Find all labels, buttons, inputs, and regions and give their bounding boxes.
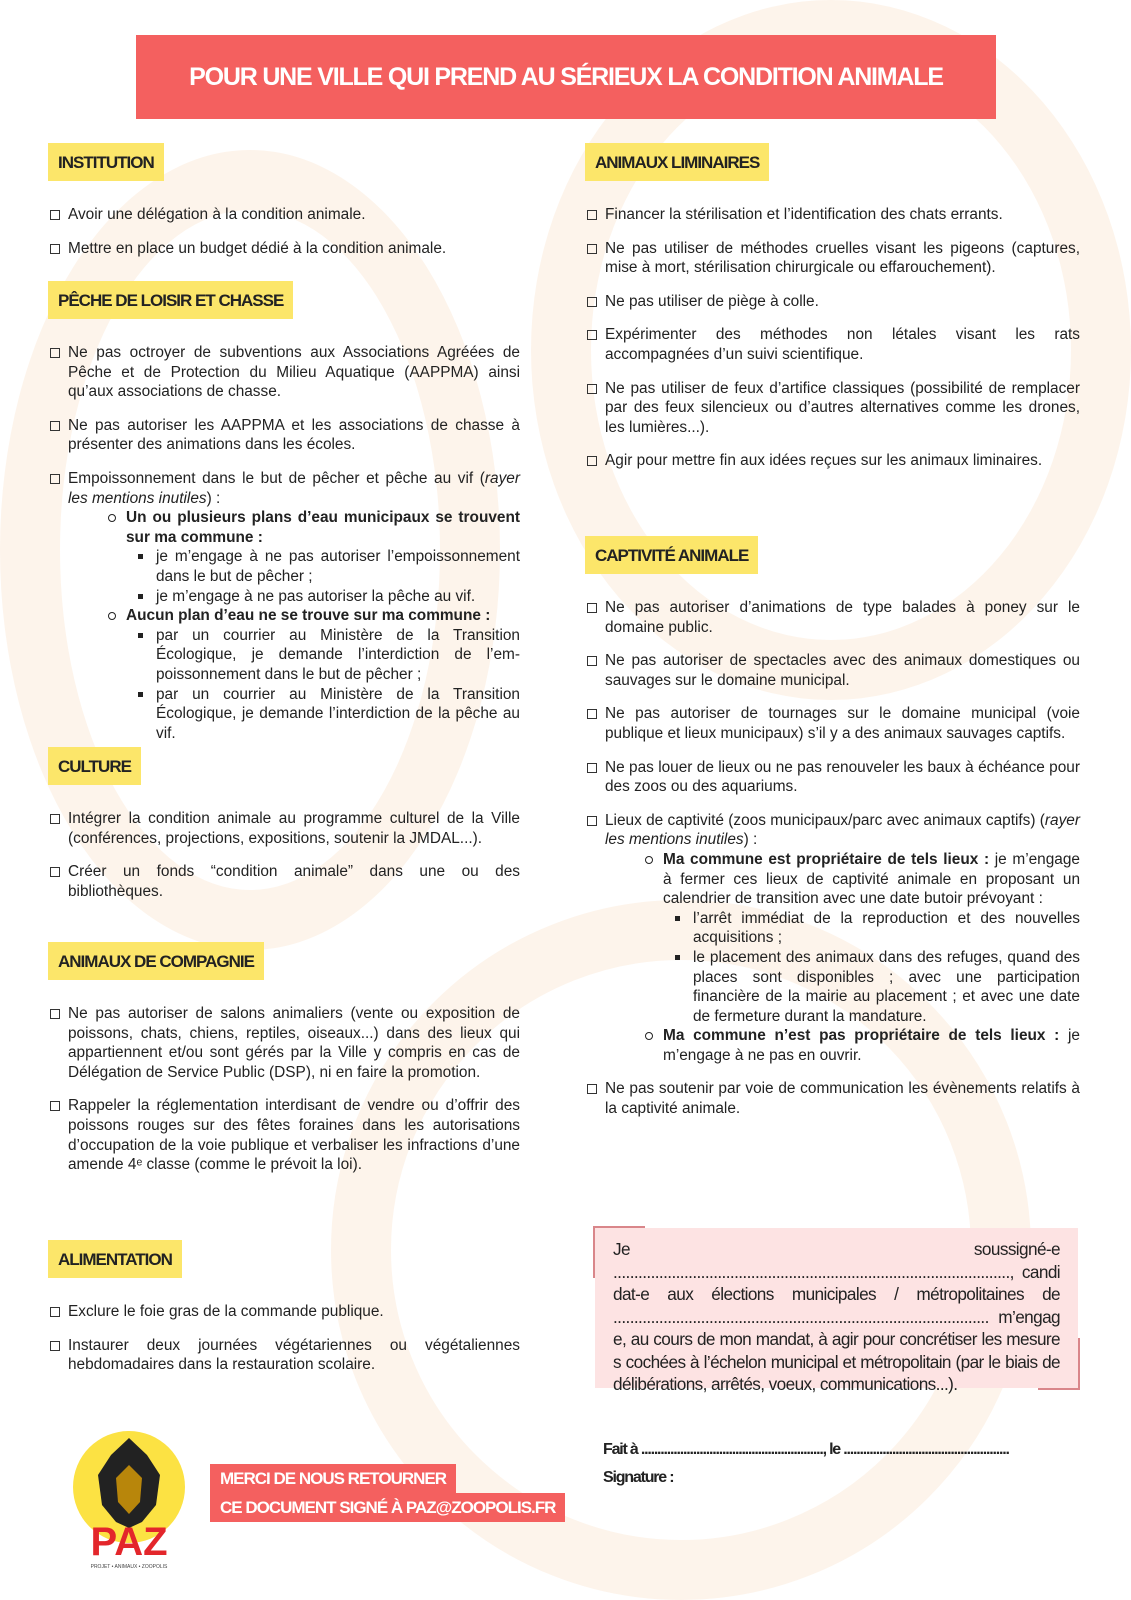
section-heading: ALIMENTATION bbox=[48, 1240, 182, 1278]
checkbox[interactable] bbox=[587, 384, 597, 394]
section-heading: PÊCHE DE LOISIR ET CHASSE bbox=[48, 281, 293, 319]
item-text: Empoissonnement dans le but de pêcher et pêche au vif ( bbox=[68, 469, 485, 487]
section-alimentation bbox=[48, 1240, 520, 1389]
option-text: je m’engage à ne pas en ouvrir. bbox=[663, 1027, 1080, 1064]
signature-label: Signature : bbox=[603, 1469, 674, 1486]
option bbox=[126, 508, 520, 606]
checklist-item bbox=[48, 416, 520, 455]
item-text: Ne pas utiliser de feux d’artifice classiques (possibilité de remplacer par des feux silencieux ou d’autres alternatives comme les drones, les lumières...). bbox=[605, 379, 1080, 436]
checklist-item bbox=[585, 1079, 1080, 1118]
checklist-item bbox=[48, 239, 520, 259]
item-text: Ne pas octroyer de subventions aux Associations Agréées de Pêche et de Protection du Milieu Aquatique (AAPPMA) ainsi qu’aux associations de chasse. bbox=[68, 344, 520, 401]
section-pêche-de-loisir-et-chasse bbox=[48, 281, 520, 757]
checklist-item bbox=[48, 1096, 520, 1174]
checkbox[interactable] bbox=[50, 867, 60, 877]
option-list bbox=[663, 850, 1080, 1066]
checklist-item bbox=[48, 1302, 520, 1322]
checkbox[interactable] bbox=[50, 1101, 60, 1111]
sub-item: je m’engage à ne pas autoriser la pêche au vif. bbox=[156, 587, 520, 607]
item-text: Créer un fonds “condition animale” dans une ou des bibliothèques. bbox=[68, 863, 520, 900]
checkbox[interactable] bbox=[50, 348, 60, 358]
item-text: Intégrer la condition animale au programme culturel de la Ville (conférences, projections, expositions, soutenir la JMDAL...). bbox=[68, 810, 520, 847]
item-text: Ne pas autoriser de salons animaliers (vente ou exposition de poissons, chats, chiens, reptiles, oiseaux...) dans des lieux qui appartiennent et/ou sont gérés par la Ville y compris en cas de Délégation de Service Public (DSP), ni en faire la promotion. bbox=[68, 1005, 520, 1081]
checkbox[interactable] bbox=[587, 330, 597, 340]
checkbox[interactable] bbox=[50, 244, 60, 254]
sub-list bbox=[156, 547, 520, 606]
checkbox[interactable] bbox=[587, 763, 597, 773]
checkbox[interactable] bbox=[50, 1009, 60, 1019]
section-institution bbox=[48, 143, 520, 272]
item-text-after: ) : bbox=[743, 831, 758, 849]
option-title: Aucun plan d’eau ne se trouve sur ma commune : bbox=[126, 607, 491, 625]
svg-text:PROJET • ANIMAUX • ZOOPOLIS: PROJET • ANIMAUX • ZOOPOLIS bbox=[90, 1564, 168, 1570]
item-text: Ne pas autoriser d’animations de type balades à poney sur le domaine public. bbox=[605, 599, 1080, 636]
sub-item: le placement des animaux dans des refuges, quand des places sont disponibles ; avec une participation financière de la mairie au placement ; et avec une date de fermeture durant la mandature. bbox=[693, 948, 1080, 1025]
section-culture bbox=[48, 747, 520, 915]
checklist-item bbox=[585, 325, 1080, 364]
checkbox[interactable] bbox=[587, 816, 597, 826]
item-text: Ne pas louer de lieux ou ne pas renouveler les baux à échéance pour des zoos ou des aquariums. bbox=[605, 758, 1080, 796]
sub-item: par un courrier au Ministère de la Transition Écologique, je demande l’interdiction de la pêche au vif. bbox=[156, 685, 520, 742]
option bbox=[126, 606, 520, 743]
pledge-box: Je soussigné-e ..............................................................................................., candidat-e aux élections municipales / métropolitaines de .......................................................................................... m’engage, au cours de mon mandat, à agir pour concrétiser les mesures cochées à l’échelon municipal et métropolitain (par le biais de délibérations, arrêtés, voeux, communications...). bbox=[595, 1228, 1078, 1388]
checkbox[interactable] bbox=[587, 210, 597, 220]
checkbox[interactable] bbox=[50, 814, 60, 824]
checklist-item bbox=[585, 651, 1080, 690]
checklist-item bbox=[48, 205, 520, 225]
item-text: Expérimenter des méthodes non létales visant les rats accompagnées d’un suivi scientifique. bbox=[605, 326, 1080, 363]
checklist-item bbox=[48, 343, 520, 402]
checklist-item bbox=[48, 862, 520, 901]
checklist-item bbox=[585, 811, 1080, 1066]
checkbox[interactable] bbox=[587, 656, 597, 666]
item-text: Financer la stérilisation et l’identification des chats errants. bbox=[605, 206, 1003, 223]
checkbox[interactable] bbox=[587, 297, 597, 307]
checklist-item bbox=[48, 1004, 520, 1082]
checklist-item bbox=[48, 809, 520, 848]
return-line-1: MERCI DE NOUS RETOURNER bbox=[210, 1464, 456, 1493]
sub-item: je m’engage à ne pas autoriser l’empoissonnement dans le but de pêcher ; bbox=[156, 548, 520, 585]
svg-text:PAZ: PAZ bbox=[90, 1520, 168, 1564]
section-heading: CULTURE bbox=[48, 747, 141, 785]
option-title: Ma commune est propriétaire de tels lieux : bbox=[663, 850, 990, 868]
item-text: Ne pas autoriser de spectacles avec des animaux domestiques ou sauvages sur le domaine municipal. bbox=[605, 652, 1080, 689]
item-text: Mettre en place un budget dédié à la condition animale. bbox=[68, 239, 447, 257]
checkbox[interactable] bbox=[50, 1307, 60, 1317]
section-animaux-liminaires bbox=[585, 143, 1080, 485]
section-heading: INSTITUTION bbox=[48, 143, 164, 181]
signature-block bbox=[603, 1436, 1073, 1492]
checkbox[interactable] bbox=[50, 210, 60, 220]
checkbox[interactable] bbox=[587, 244, 597, 254]
option-title: Ma commune n’est pas propriétaire de tels lieux : bbox=[663, 1027, 1060, 1045]
checkbox[interactable] bbox=[587, 603, 597, 613]
option bbox=[663, 1026, 1080, 1065]
item-text: Agir pour mettre fin aux idées reçues sur les animaux liminaires. bbox=[605, 452, 1043, 470]
item-text: Ne pas utiliser de méthodes cruelles visant les pigeons (captures, mise à mort, stérilisation chirurgicale ou effarouchement). bbox=[605, 239, 1080, 277]
item-text: Ne pas soutenir par voie de communication les évènements relatifs à la captivité animale. bbox=[605, 1080, 1080, 1118]
section-animaux-de-compagnie bbox=[48, 942, 520, 1189]
paz-lion-logo bbox=[72, 1430, 187, 1570]
checkbox[interactable] bbox=[50, 474, 60, 484]
option-title: Un ou plusieurs plans d’eau municipaux se trouvent sur ma commune : bbox=[126, 509, 520, 546]
page-title: POUR UNE VILLE QUI PREND AU SÉRIEUX LA CONDITION ANIMALE bbox=[136, 35, 996, 119]
item-text: Rappeler la réglementation interdisant de vendre ou d’offrir des poissons rouges sur des fêtes foraines dans les autorisations d’occupation de la voie publique et verbaliser les infractions d’une amende 4ᵉ classe (comme le prévoit la loi). bbox=[68, 1097, 520, 1174]
section-heading: CAPTIVITÉ ANIMALE bbox=[585, 536, 758, 574]
checklist-item bbox=[585, 758, 1080, 797]
section-captivité-animale bbox=[585, 536, 1080, 1133]
sub-item: par un courrier au Ministère de la Transition Écologique, je demande l’interdiction de l’empoissonnement dans le but de pêcher ; bbox=[156, 626, 520, 683]
item-text: Exclure le foie gras de la commande publique. bbox=[68, 1303, 384, 1320]
checkbox[interactable] bbox=[587, 1084, 597, 1094]
option-text: je m’engage à fermer ces lieux de captivité animale en proposant un calendrier de transition avec une date butoir prévoyant : bbox=[663, 850, 1080, 908]
section-heading: ANIMAUX DE COMPAGNIE bbox=[48, 942, 264, 980]
sub-item: l’arrêt immédiat de la reproduction et des nouvelles acquisitions ; bbox=[693, 909, 1080, 947]
item-text: Ne pas autoriser les AAPPMA et les associations de chasse à présenter des animations dans les écoles. bbox=[68, 416, 520, 454]
checklist-item bbox=[585, 451, 1080, 471]
checklist-item bbox=[585, 239, 1080, 278]
return-line-2[interactable]: CE DOCUMENT SIGNÉ À PAZ@ZOOPOLIS.FR bbox=[210, 1493, 565, 1522]
item-text: Instaurer deux journées végétariennes ou végétaliennes hebdomadaires dans la restauration scolaire. bbox=[68, 1336, 520, 1374]
sub-list bbox=[156, 626, 520, 744]
checklist-item bbox=[585, 704, 1080, 743]
item-text: Ne pas autoriser de tournages sur le domaine municipal (voie publique et lieux municipaux) s’il y a des animaux sauvages captifs. bbox=[605, 705, 1080, 742]
checklist-item bbox=[585, 598, 1080, 637]
checkbox[interactable] bbox=[587, 456, 597, 466]
option bbox=[663, 850, 1080, 1026]
place-date-line[interactable]: Fait à ........................................................, le ................................................... bbox=[603, 1441, 1009, 1458]
item-text: Avoir une délégation à la condition animale. bbox=[68, 206, 366, 223]
checkbox[interactable] bbox=[50, 421, 60, 431]
return-instructions bbox=[210, 1464, 565, 1522]
item-text-after: ) : bbox=[206, 489, 221, 507]
section-heading: ANIMAUX LIMINAIRES bbox=[585, 143, 769, 181]
checkbox[interactable] bbox=[50, 1341, 60, 1351]
checklist-item bbox=[48, 469, 520, 743]
checklist-item bbox=[585, 205, 1080, 225]
italic-note: rayer les mentions inutiles bbox=[605, 811, 1080, 849]
checklist-item bbox=[585, 292, 1080, 312]
italic-note: rayer les mentions inutiles bbox=[68, 469, 520, 507]
checkbox[interactable] bbox=[587, 709, 597, 719]
sub-list bbox=[693, 909, 1080, 1027]
option-list bbox=[126, 508, 520, 743]
item-text: Ne pas utiliser de piège à colle. bbox=[605, 292, 819, 310]
checklist-item bbox=[585, 379, 1080, 438]
checklist-item bbox=[48, 1336, 520, 1375]
item-text: Lieux de captivité (zoos municipaux/parc avec animaux captifs) ( bbox=[605, 811, 1045, 829]
